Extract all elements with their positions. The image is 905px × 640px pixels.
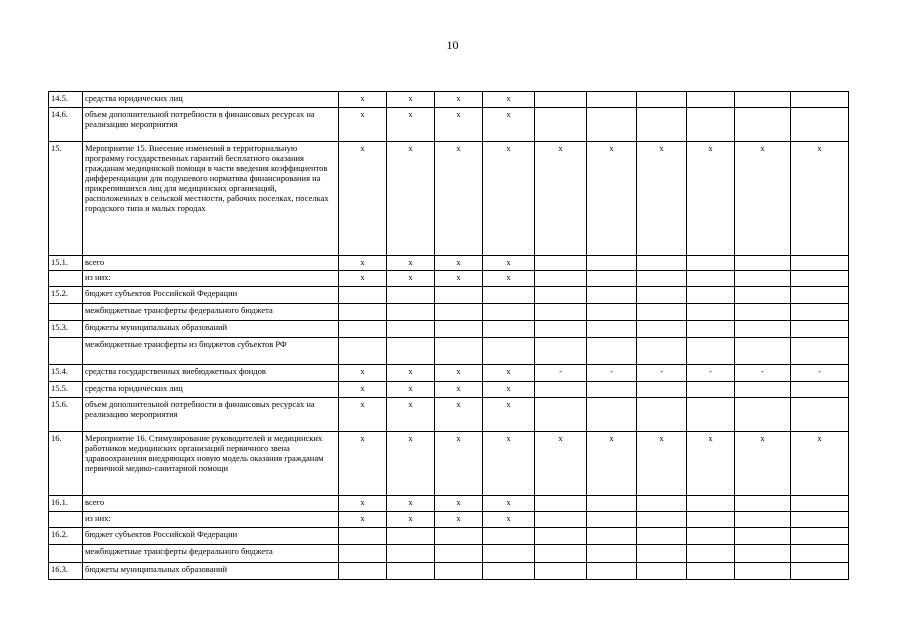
value-cell [791, 496, 849, 512]
value-cell [535, 398, 587, 432]
value-cell [483, 563, 535, 580]
value-cell [791, 398, 849, 432]
row-description: всего [83, 256, 339, 271]
value-cell: х [587, 142, 637, 256]
value-cell: х [483, 398, 535, 432]
value-cell: х [791, 432, 849, 496]
value-cell: х [637, 432, 687, 496]
value-cell [687, 563, 735, 580]
value-cell [587, 512, 637, 528]
value-cell [735, 256, 791, 271]
row-description: межбюджетные трансферты федерального бюджета [83, 304, 339, 321]
value-cell: х [387, 271, 435, 287]
table-row [49, 142, 849, 256]
value-cell [483, 321, 535, 338]
value-cell [535, 321, 587, 338]
row-number [49, 304, 83, 321]
value-cell [735, 338, 791, 365]
value-cell [587, 321, 637, 338]
value-cell: х [339, 398, 387, 432]
row-number: 14.6. [49, 108, 83, 142]
value-cell [483, 338, 535, 365]
value-cell [637, 512, 687, 528]
row-number [49, 545, 83, 563]
value-cell [587, 256, 637, 271]
table-row [49, 108, 849, 142]
value-cell [735, 545, 791, 563]
value-cell [587, 338, 637, 365]
value-cell [387, 563, 435, 580]
table-row [49, 271, 849, 287]
value-cell [637, 108, 687, 142]
value-cell [637, 398, 687, 432]
value-cell: х [387, 256, 435, 271]
value-cell: х [435, 382, 483, 398]
value-cell: - [735, 365, 791, 382]
value-cell [535, 382, 587, 398]
value-cell [687, 92, 735, 108]
value-cell [483, 287, 535, 304]
row-number [49, 271, 83, 287]
row-number: 15.6. [49, 398, 83, 432]
value-cell [387, 545, 435, 563]
value-cell: х [535, 432, 587, 496]
value-cell [735, 398, 791, 432]
row-description: бюджеты муниципальных образований [83, 563, 339, 580]
value-cell [387, 287, 435, 304]
value-cell: х [687, 432, 735, 496]
value-cell [435, 338, 483, 365]
value-cell [387, 528, 435, 545]
value-cell [791, 563, 849, 580]
table-row [49, 545, 849, 563]
value-cell [735, 271, 791, 287]
value-cell [535, 338, 587, 365]
value-cell [687, 528, 735, 545]
value-cell: х [483, 512, 535, 528]
value-cell [791, 528, 849, 545]
value-cell: х [387, 432, 435, 496]
value-cell [735, 321, 791, 338]
value-cell: х [735, 142, 791, 256]
row-number: 15.5. [49, 382, 83, 398]
value-cell [735, 512, 791, 528]
value-cell: х [483, 92, 535, 108]
table-row [49, 512, 849, 528]
row-description: бюджеты муниципальных образований [83, 321, 339, 338]
value-cell [435, 304, 483, 321]
value-cell [587, 545, 637, 563]
value-cell [435, 563, 483, 580]
row-description: всего [83, 496, 339, 512]
table-row [49, 338, 849, 365]
value-cell: х [483, 142, 535, 256]
value-cell [435, 287, 483, 304]
value-cell: х [339, 365, 387, 382]
value-cell [587, 108, 637, 142]
row-number [49, 338, 83, 365]
value-cell: х [687, 142, 735, 256]
value-cell [435, 528, 483, 545]
value-cell [587, 382, 637, 398]
value-cell [791, 92, 849, 108]
row-description: средства государственных внебюджетных фондов [83, 365, 339, 382]
value-cell: х [435, 496, 483, 512]
value-cell [791, 108, 849, 142]
value-cell [687, 256, 735, 271]
value-cell [687, 545, 735, 563]
value-cell [735, 92, 791, 108]
value-cell [637, 563, 687, 580]
value-cell [735, 108, 791, 142]
value-cell [435, 321, 483, 338]
value-cell [687, 321, 735, 338]
value-cell [791, 287, 849, 304]
row-description: объем дополнительной потребности в финансовых ресурсах на реализацию мероприятия [83, 108, 339, 142]
value-cell [483, 545, 535, 563]
value-cell: х [387, 398, 435, 432]
value-cell: - [535, 365, 587, 382]
row-description: объем дополнительной потребности в финансовых ресурсах на реализацию мероприятия [83, 398, 339, 432]
value-cell [339, 304, 387, 321]
value-cell [637, 271, 687, 287]
value-cell [535, 287, 587, 304]
value-cell: х [387, 496, 435, 512]
row-number: 15.2. [49, 287, 83, 304]
value-cell [687, 304, 735, 321]
value-cell [735, 528, 791, 545]
value-cell [637, 287, 687, 304]
value-cell [535, 545, 587, 563]
value-cell [483, 304, 535, 321]
value-cell: х [339, 271, 387, 287]
row-number: 14.5. [49, 92, 83, 108]
row-number: 16.1. [49, 496, 83, 512]
row-number: 15.3. [49, 321, 83, 338]
value-cell: - [637, 365, 687, 382]
value-cell [687, 512, 735, 528]
value-cell [339, 545, 387, 563]
value-cell [387, 338, 435, 365]
value-cell: х [339, 92, 387, 108]
value-cell [637, 338, 687, 365]
row-description: Мероприятие 15. Внесение изменений в территориальную программу государственных гарантий бесплатного оказания гражданам медицинской помощи в части введения коэффициентов дифференциации для подушевого норматива финансирования на прикрепившихся лиц для медицинских организаций, расположенных в сельской местности, рабочих поселках, поселках городского типа и малых городах [83, 142, 339, 256]
value-cell [587, 287, 637, 304]
value-cell [637, 256, 687, 271]
value-cell: х [387, 108, 435, 142]
value-cell [791, 338, 849, 365]
value-cell: х [735, 432, 791, 496]
value-cell [687, 287, 735, 304]
value-cell [587, 92, 637, 108]
value-cell: х [483, 382, 535, 398]
page-number: 10 [446, 38, 459, 52]
value-cell [535, 528, 587, 545]
value-cell [535, 92, 587, 108]
row-description: средства юридических лиц [83, 382, 339, 398]
row-number [49, 512, 83, 528]
row-number: 15. [49, 142, 83, 256]
value-cell [687, 108, 735, 142]
value-cell [535, 563, 587, 580]
table-row [49, 398, 849, 432]
value-cell [535, 496, 587, 512]
value-cell: х [435, 512, 483, 528]
value-cell [483, 528, 535, 545]
value-cell [637, 382, 687, 398]
value-cell: х [387, 512, 435, 528]
row-description: из них: [83, 271, 339, 287]
row-description: бюджет субъектов Российской Федерации [83, 287, 339, 304]
value-cell [387, 321, 435, 338]
table-row [49, 496, 849, 512]
value-cell: х [435, 365, 483, 382]
value-cell [791, 321, 849, 338]
value-cell [791, 271, 849, 287]
value-cell: х [339, 496, 387, 512]
value-cell [637, 92, 687, 108]
value-cell: х [483, 365, 535, 382]
value-cell [791, 256, 849, 271]
row-number: 16. [49, 432, 83, 496]
value-cell [791, 382, 849, 398]
table-row [49, 528, 849, 545]
value-cell [587, 563, 637, 580]
value-cell [687, 338, 735, 365]
value-cell [637, 528, 687, 545]
value-cell [339, 528, 387, 545]
table-row [49, 92, 849, 108]
value-cell [637, 321, 687, 338]
value-cell [637, 496, 687, 512]
value-cell [687, 382, 735, 398]
value-cell [587, 304, 637, 321]
value-cell [735, 496, 791, 512]
value-cell [687, 271, 735, 287]
table-row [49, 287, 849, 304]
value-cell [791, 512, 849, 528]
value-cell: х [339, 382, 387, 398]
value-cell: х [339, 142, 387, 256]
value-cell [535, 304, 587, 321]
value-cell [435, 545, 483, 563]
value-cell [637, 545, 687, 563]
value-cell: - [687, 365, 735, 382]
value-cell [587, 271, 637, 287]
value-cell: х [435, 92, 483, 108]
row-description: Мероприятие 16. Стимулирование руководителей и медицинских работников медицинских организаций первичного звена здравоохранения внедряющих новую модель оказания гражданам первичной медико-санитарной помощи [83, 432, 339, 496]
value-cell: х [387, 92, 435, 108]
value-cell: х [435, 142, 483, 256]
table-row [49, 256, 849, 271]
value-cell: х [339, 108, 387, 142]
value-cell [535, 271, 587, 287]
value-cell [791, 545, 849, 563]
value-cell: х [387, 142, 435, 256]
value-cell [535, 108, 587, 142]
value-cell: х [791, 142, 849, 256]
value-cell: х [483, 496, 535, 512]
value-cell: - [791, 365, 849, 382]
row-description: межбюджетные трансферты федерального бюджета [83, 545, 339, 563]
value-cell: х [483, 271, 535, 287]
value-cell: х [483, 256, 535, 271]
table-row [49, 304, 849, 321]
value-cell: х [435, 256, 483, 271]
row-description: средства юридических лиц [83, 92, 339, 108]
value-cell: х [387, 382, 435, 398]
value-cell [339, 321, 387, 338]
table-row [49, 365, 849, 382]
row-description: бюджет субъектов Российской Федерации [83, 528, 339, 545]
value-cell [535, 256, 587, 271]
value-cell: х [535, 142, 587, 256]
value-cell [587, 398, 637, 432]
table-row [49, 321, 849, 338]
value-cell: х [587, 432, 637, 496]
row-number: 16.3. [49, 563, 83, 580]
value-cell: х [435, 108, 483, 142]
value-cell: - [587, 365, 637, 382]
value-cell [339, 338, 387, 365]
value-cell [735, 304, 791, 321]
row-description: из них: [83, 512, 339, 528]
value-cell [339, 563, 387, 580]
row-number: 15.4. [49, 365, 83, 382]
value-cell [687, 496, 735, 512]
table-row [49, 563, 849, 580]
value-cell: х [483, 432, 535, 496]
value-cell [687, 398, 735, 432]
value-cell [637, 304, 687, 321]
table-row [49, 432, 849, 496]
value-cell: х [387, 365, 435, 382]
value-cell: х [435, 432, 483, 496]
value-cell [735, 563, 791, 580]
budget-table [48, 91, 849, 580]
value-cell [735, 287, 791, 304]
table-row [49, 382, 849, 398]
value-cell: х [339, 432, 387, 496]
value-cell: х [483, 108, 535, 142]
value-cell [535, 512, 587, 528]
value-cell [735, 382, 791, 398]
row-number: 15.1. [49, 256, 83, 271]
value-cell [339, 287, 387, 304]
row-description: межбюджетные трансферты из бюджетов субъектов РФ [83, 338, 339, 365]
value-cell: х [435, 271, 483, 287]
row-number: 16.2. [49, 528, 83, 545]
value-cell [587, 496, 637, 512]
value-cell [587, 528, 637, 545]
value-cell [791, 304, 849, 321]
value-cell: х [339, 256, 387, 271]
value-cell [387, 304, 435, 321]
value-cell: х [339, 512, 387, 528]
value-cell: х [637, 142, 687, 256]
value-cell: х [435, 398, 483, 432]
